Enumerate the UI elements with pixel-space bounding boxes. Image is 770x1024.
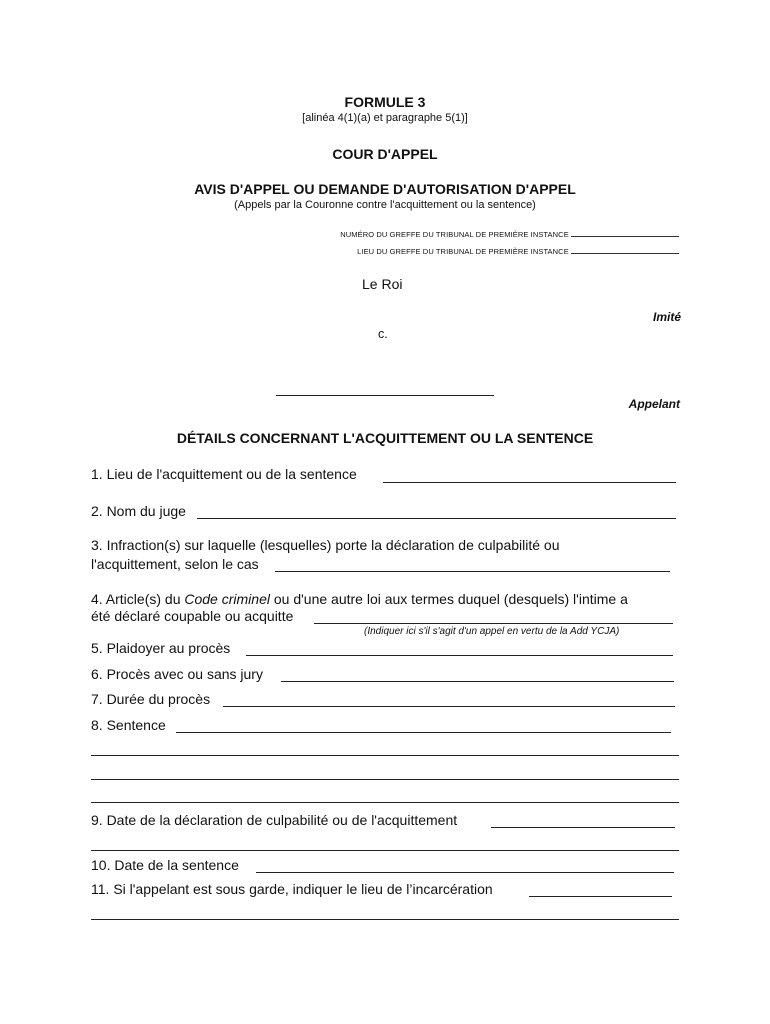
section-title: DÉTAILS CONCERNANT L'ACQUITTEMENT OU LA SENTENCE <box>176 430 594 446</box>
q5-label: 5. Plaidoyer au procès <box>91 640 231 656</box>
q4-label-post: ou d'une autre loi aux termes duquel (desquels) l'intime a <box>269 591 628 607</box>
court-name: COUR D'APPEL <box>332 146 438 162</box>
form-subtitle: [alinéa 4(1)(a) et paragraphe 5(1)] <box>302 112 468 124</box>
q3-answer-line[interactable] <box>275 571 670 572</box>
q1-label: 1. Lieu de l'acquittement ou de la sentence <box>91 466 357 482</box>
q11-label: 11. Si l'appelant est sous garde, indiquer le lieu de l’incarcération <box>91 881 493 897</box>
q2-label: 2. Nom du juge <box>91 503 186 519</box>
versus-label: c. <box>378 327 388 341</box>
q4-label-pre: 4. Article(s) du <box>91 591 185 607</box>
q6-answer-line[interactable] <box>281 681 674 682</box>
q3-label-line1: 3. Infraction(s) sur laquelle (lesquelles) porte la déclaration de culpabilité ou <box>91 537 560 553</box>
registry-number-field <box>340 229 679 239</box>
crown-party: Le Roi <box>362 276 403 292</box>
document-subtitle: (Appels par la Couronne contre l'acquittement ou la sentence) <box>234 199 536 211</box>
q4-label-line2: été déclaré coupable ou acquitte <box>91 608 294 624</box>
q7-label: 7. Durée du procès <box>91 691 211 707</box>
q9-answer-line-1[interactable] <box>491 827 675 828</box>
q9-answer-line-2[interactable] <box>91 850 679 851</box>
q8-answer-line-2[interactable] <box>91 755 679 756</box>
q4-label-italic: Code criminel <box>184 591 270 607</box>
q8-answer-line-1[interactable] <box>176 732 671 733</box>
appellant-role: Appelant <box>628 397 680 411</box>
q6-label: 6. Procès avec ou sans jury <box>91 666 263 682</box>
q8-answer-line-3[interactable] <box>91 779 679 780</box>
q4-label-line1 <box>91 591 628 607</box>
form-title: FORMULE 3 <box>344 94 426 110</box>
document-title: AVIS D'APPEL OU DEMANDE D'AUTORISATION D'APPEL <box>194 181 576 197</box>
registry-number-line[interactable] <box>571 229 679 237</box>
q10-answer-line[interactable] <box>256 872 674 873</box>
registry-location-label: LIEU DU GREFFE DU TRIBUNAL DE PREMIÈRE INSTANCE <box>357 247 569 256</box>
registry-location-field <box>357 246 679 256</box>
q3-label-line2: l'acquittement, selon le cas <box>91 556 259 572</box>
q1-answer-line[interactable] <box>383 482 676 483</box>
q9-label: 9. Date de la déclaration de culpabilité ou de l'acquittement <box>91 812 458 828</box>
appellant-name-line[interactable] <box>276 395 494 396</box>
respondent-role: Imité <box>652 310 681 324</box>
q7-answer-line[interactable] <box>223 706 675 707</box>
registry-location-line[interactable] <box>571 246 679 254</box>
q11-answer-line-2[interactable] <box>91 919 679 920</box>
q11-answer-line-1[interactable] <box>529 896 672 897</box>
q5-answer-line[interactable] <box>246 655 673 656</box>
q10-label: 10. Date de la sentence <box>91 857 239 873</box>
q8-answer-line-4[interactable] <box>91 802 679 803</box>
q4-note: (Indiquer ici s'il s'agit d'un appel en vertu de la Add YCJA) <box>364 626 620 637</box>
q2-answer-line[interactable] <box>197 518 676 519</box>
registry-number-label: NUMÉRO DU GREFFE DU TRIBUNAL DE PREMIÈRE INSTANCE <box>340 230 569 239</box>
q8-label: 8. Sentence <box>91 717 166 733</box>
q4-answer-line[interactable] <box>314 623 673 624</box>
